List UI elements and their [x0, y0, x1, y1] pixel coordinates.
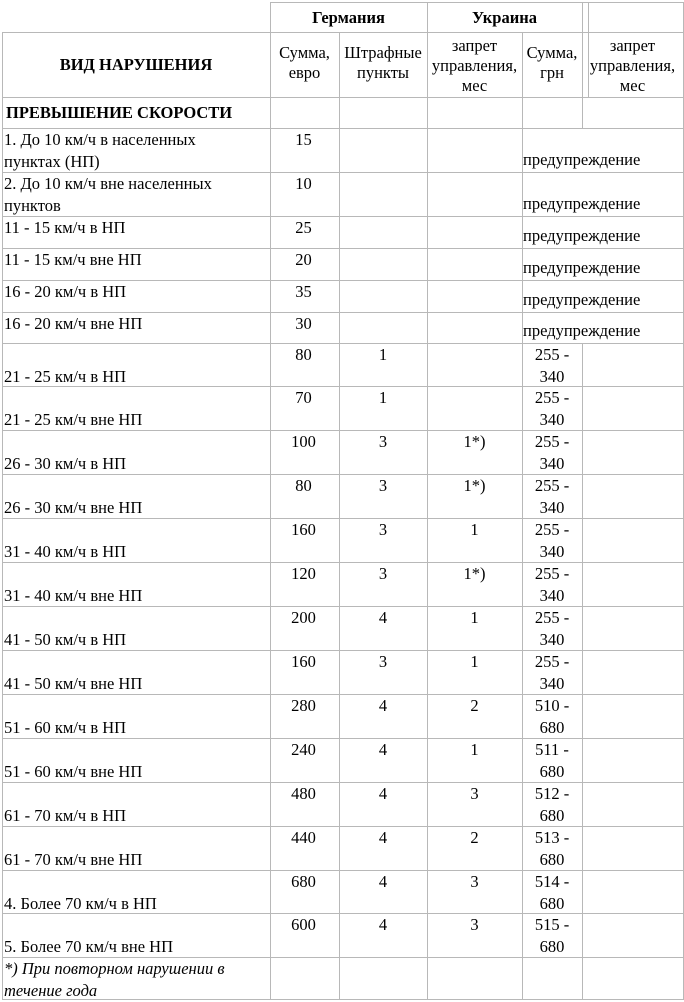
- violation-label: 5. Более 70 км/ч вне НП: [4, 937, 174, 956]
- ukr-amount-value: 514 -: [534, 872, 570, 891]
- grid-line: [582, 343, 583, 999]
- ger-ban-value: 2: [470, 828, 479, 847]
- violation-label: 2. До 10 км/ч вне населенных: [4, 174, 212, 193]
- ger-points-value: 1: [378, 345, 388, 364]
- ukr-amount-value: 680: [539, 894, 565, 913]
- ukr-note: предупреждение: [523, 258, 641, 277]
- country-ukraine: Украина: [472, 8, 537, 27]
- ger-amount-value: 280: [291, 696, 316, 715]
- ukr-note: предупреждение: [523, 150, 641, 169]
- ger-points-value: 3: [378, 652, 388, 671]
- ger-amount-value: 160: [291, 520, 316, 539]
- ger-ban-value: 1*): [463, 476, 486, 495]
- ger-points-value: 3: [378, 520, 388, 539]
- ger-amount-value: 30: [295, 314, 312, 333]
- ger-amount-value: 240: [291, 740, 316, 759]
- ger-ban-value: 1: [470, 520, 479, 539]
- violation-label: пунктов: [4, 196, 61, 215]
- ger-ban-value: 1: [470, 652, 479, 671]
- violation-label: 61 - 70 км/ч вне НП: [4, 850, 143, 869]
- ger-amount-value: 480: [291, 784, 316, 803]
- ger-ban-header-line: мес: [461, 76, 488, 95]
- ger-points-value: 4: [378, 828, 388, 847]
- footnote: течение года: [4, 981, 98, 1000]
- ger-points-value: 4: [378, 872, 388, 891]
- ger-points-value: 3: [378, 564, 388, 583]
- ger-ban-value: 2: [470, 696, 479, 715]
- ger-points-value: 4: [378, 784, 388, 803]
- ger-amount-header-line: Сумма,: [279, 43, 330, 62]
- ukr-amount-value: 340: [539, 498, 565, 517]
- ger-amount-value: 200: [291, 608, 316, 627]
- ukr-amount-value: 255 -: [534, 520, 570, 539]
- ukr-amount-header-line: Сумма,: [526, 43, 578, 62]
- ger-ban-value: 1*): [463, 432, 486, 451]
- ger-ban-value: 1*): [463, 564, 486, 583]
- grid-line: [2, 999, 683, 1000]
- ger-amount-value: 15: [295, 130, 312, 149]
- violation-label: 21 - 25 км/ч в НП: [4, 367, 127, 386]
- ger-points-value: 4: [378, 740, 388, 759]
- grid-line: [582, 97, 583, 128]
- violation-label: 31 - 40 км/ч вне НП: [4, 586, 143, 605]
- ger-amount-value: 80: [295, 476, 312, 495]
- ger-amount-value: 440: [291, 828, 316, 847]
- violation-label: 31 - 40 км/ч в НП: [4, 542, 127, 561]
- ger-amount-value: 680: [291, 872, 316, 891]
- grid-line: [427, 2, 428, 999]
- violation-label: 61 - 70 км/ч в НП: [4, 806, 127, 825]
- ger-points-header-line: пункты: [356, 63, 409, 82]
- ger-amount-value: 120: [291, 564, 316, 583]
- ukr-amount-value: 680: [539, 937, 565, 956]
- ger-amount-value: 25: [295, 218, 312, 237]
- grid-line: [270, 2, 683, 3]
- ukr-amount-header-line: грн: [540, 63, 564, 82]
- ukr-amount-value: 510 -: [534, 696, 570, 715]
- footnote: *) При повторном нарушении в: [4, 959, 225, 978]
- ger-amount-value: 35: [295, 282, 312, 301]
- ger-points-value: 3: [378, 476, 388, 495]
- ger-amount-value: 600: [291, 915, 316, 934]
- ger-amount-value: 70: [295, 388, 312, 407]
- ukr-amount-value: 515 -: [534, 915, 570, 934]
- ger-points-value: 3: [378, 432, 388, 451]
- violation-label: 21 - 25 км/ч вне НП: [4, 410, 143, 429]
- violation-label: 1. До 10 км/ч в населенных: [4, 130, 196, 149]
- ger-amount-value: 160: [291, 652, 316, 671]
- ukr-amount-value: 680: [539, 762, 565, 781]
- ger-ban-value: 1: [470, 740, 479, 759]
- grid-line: [2, 32, 3, 999]
- ger-points-header-line: Штрафные: [344, 43, 422, 62]
- ger-ban-value: 3: [470, 915, 479, 934]
- ukr-amount-value: 680: [539, 718, 565, 737]
- violation-label: 51 - 60 км/ч вне НП: [4, 762, 143, 781]
- violation-label: 16 - 20 км/ч в НП: [4, 282, 127, 301]
- violation-label: 11 - 15 км/ч в НП: [4, 218, 126, 237]
- violation-label: 26 - 30 км/ч в НП: [4, 454, 127, 473]
- ukr-ban-header-line: мес: [619, 76, 646, 95]
- ukr-amount-value: 255 -: [534, 345, 570, 364]
- ukr-amount-value: 255 -: [534, 564, 570, 583]
- violation-label: 41 - 50 км/ч вне НП: [4, 674, 143, 693]
- violation-label: 51 - 60 км/ч в НП: [4, 718, 127, 737]
- grid-line: [2, 32, 683, 33]
- ukr-amount-value: 255 -: [534, 608, 570, 627]
- ukr-note: предупреждение: [523, 290, 641, 309]
- ger-ban-value: 3: [470, 872, 479, 891]
- ukr-amount-value: 511 -: [535, 740, 569, 759]
- ger-amount-value: 10: [295, 174, 312, 193]
- violation-label: 16 - 20 км/ч вне НП: [4, 314, 143, 333]
- violation-label: 4. Более 70 км/ч в НП: [4, 894, 157, 913]
- ger-amount-header-line: евро: [288, 63, 321, 82]
- violation-label: 26 - 30 км/ч вне НП: [4, 498, 143, 517]
- violation-label: 41 - 50 км/ч в НП: [4, 630, 127, 649]
- ukr-amount-value: 340: [539, 367, 565, 386]
- ukr-note: предупреждение: [523, 194, 641, 213]
- ger-points-value: 1: [378, 388, 388, 407]
- ukr-amount-value: 340: [539, 454, 565, 473]
- violation-type-header: ВИД НАРУШЕНИЯ: [59, 55, 213, 74]
- ger-amount-value: 20: [295, 250, 312, 269]
- ukr-note: предупреждение: [523, 226, 641, 245]
- grid-line: [339, 32, 340, 999]
- ger-amount-value: 100: [291, 432, 316, 451]
- ukr-amount-value: 340: [539, 674, 565, 693]
- ukr-amount-value: 255 -: [534, 388, 570, 407]
- ukr-amount-value: 680: [539, 850, 565, 869]
- ukr-amount-value: 255 -: [534, 432, 570, 451]
- ukr-ban-header-line: запрет: [609, 36, 656, 55]
- ger-ban-value: 1: [470, 608, 479, 627]
- ger-points-value: 4: [378, 608, 388, 627]
- ukr-amount-value: 255 -: [534, 652, 570, 671]
- ukr-amount-value: 340: [539, 630, 565, 649]
- ger-ban-header-line: запрет: [451, 36, 498, 55]
- ukr-amount-value: 513 -: [534, 828, 570, 847]
- ger-points-value: 4: [378, 915, 388, 934]
- ukr-amount-value: 340: [539, 542, 565, 561]
- violation-label: 11 - 15 км/ч вне НП: [4, 250, 142, 269]
- ukr-ban-header-line: управления,: [589, 56, 676, 75]
- grid-line: [270, 2, 271, 999]
- violation-label: пунктах (НП): [4, 152, 100, 171]
- country-germany: Германия: [312, 8, 385, 27]
- ger-ban-header-line: управления,: [431, 56, 518, 75]
- ukr-amount-value: 340: [539, 586, 565, 605]
- grid-line: [2, 97, 683, 98]
- ukr-amount-value: 512 -: [534, 784, 570, 803]
- ukr-amount-value: 255 -: [534, 476, 570, 495]
- ukr-note: предупреждение: [523, 321, 641, 340]
- ger-amount-value: 80: [295, 345, 312, 364]
- section-title: ПРЕВЫШЕНИЕ СКОРОСТИ: [6, 103, 233, 122]
- ger-ban-value: 3: [470, 784, 479, 803]
- ukr-amount-value: 340: [539, 410, 565, 429]
- ger-points-value: 4: [378, 696, 388, 715]
- ukr-amount-value: 680: [539, 806, 565, 825]
